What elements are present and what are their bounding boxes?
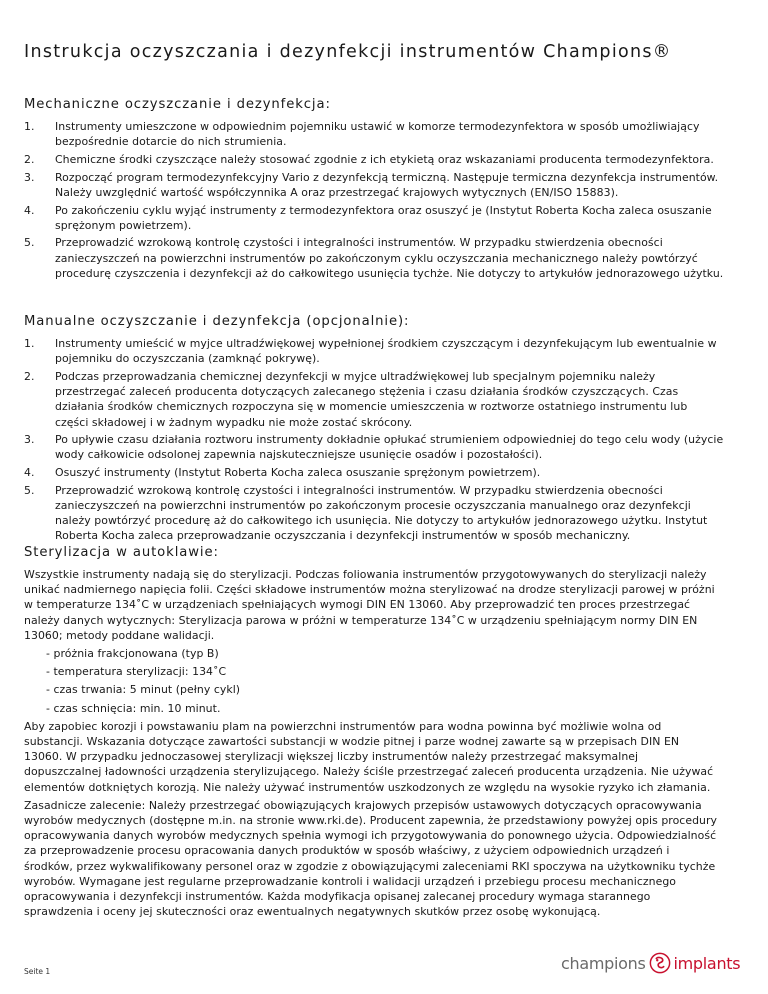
list-item: 5. Przeprowadzić wzrokową kontrolę czystości i integralności instrumentów. W przypadku stwierdzenia obecności zanieczyszczeń na powierzchni instrumentów po zakończonym procesie oczyszczania manualnego oraz dezynfekcji należy powtórzyć procedurę aż do całkowitego ich usunięcia. Nie dotyczy to artykułów jednorazowego użytku. Instytut Roberta Kocha zaleca przeprowadzanie oczyszczania i dezynfekcji instrumentów w sposób mechaniczny.	[24, 483, 708, 543]
recommendation-paragraph: Zasadnicze zalecenie: Należy przestrzegać obowiązujących krajowych przepisów ustawowych dotyczących opracowywania wyrobów medycznych (dostępne m.in. na stronie www.rki.de). Producent zapewnia, że przedstawiony powyżej opis procedury opracowywania danych wyrobów medycznych spełnia wymogi ich przygotowywania do ponownego użycia. Odpowiedzialność za przeprowadzenie procesu opracowania danych produktów w sposób właściwy, z użyciem odpowiednich urządzeń i środków, przez wykwalifikowany personel oraz w zgodzie z obowiązującymi zaleceniami RKI spoczywa na użytkowniku tychże wyrobów. Wymagane jest regularne przeprowadzanie kontroli i walidacji urządzeń i przebiegu procesu mechanicznego opracowywania i dezynfekcji instrumentów. Każda modyfikacja opisanej zalecanej procedury wymaga starannego sprawdzenia i oceny jej skuteczności oraz ewentualnych negatywnych skutków przez osobę wykonującą.	[24, 798, 718, 919]
sterilization-intro: Wszystkie instrumenty nadają się do sterylizacji. Podczas foliowania instrumentów przygotowywanych do sterylizacji należy unikać nadmiernego napięcia folii. Części składowe instrumentów można sterylizować na drodze sterylizacji parowej w próżni w temperaturze 134˚C w urządzeniach spełniających wymogi DIN EN 13060. Aby przeprowadzić ten proces przestrzegać należy danych wytycznych: Sterylizacja parowa w próżni w temperaturze 134˚C w urządzeniu spełniającym normy DIN EN 13060; metody poddane walidacji.	[24, 568, 715, 642]
list-item: 2. Podczas przeprowadzania chemicznej dezynfekcji w myjce ultradźwiękowej lub specjalnym pojemniku należy przestrzegać zaleceń producenta dotyczących zalecanego stężenia i czasu działania środków czyszczących. Czas działania środków chemicznych rozpoczyna się w momencie umieszczenia w roztworze ostatniego instrumentu lub części składowej i w żadnym wypadku nie może zostać skrócony.	[24, 369, 688, 429]
list-item: 5. Przeprowadzić wzrokową kontrolę czystości i integralności instrumentów. W przypadku stwierdzenia obecności zanieczyszczeń na powierzchni instrumentów po zakończonym cyklu oczyszczania mechanicznego należy powtórzyć procedurę czyszczenia i dezynfekcji aż do całkowitego usunięcia tychże. Nie dotyczy to artykułów jednorazowego użytku.	[24, 236, 724, 280]
sterilization-param: - temperatura sterylizacji: 134˚C	[46, 665, 227, 679]
page-number: Seite 1	[24, 967, 51, 976]
list-item: 4. Po zakończeniu cyklu wyjąć instrumenty z termodezynfektora oraz osuszyć je (Instytut Roberta Kocha zaleca osuszanie sprężonym powietrzem).	[24, 203, 712, 232]
list-item: 3. Rozpocząć program termodezynfekcyjny Vario z dezynfekcją termiczną. Następuje termiczna dezynfekcja instrumentów. Należy uwzględnić wartość współczynnika A oraz przestrzegać krajowych wytycznych (EN/ISO 15883).	[24, 170, 719, 199]
logo-word-champions: champions	[561, 953, 646, 973]
manual-steps-list	[24, 336, 724, 546]
list-item: 3. Po upływie czasu działania roztworu instrumenty dokładnie opłukać strumieniem odpowiedniej do tego celu wody (użycie wody całkowicie odsolonej zapewnia najskuteczniejsze usunięcie osadów i pozostałości).	[24, 433, 724, 462]
champions-mark-icon	[649, 952, 671, 974]
sterilization-param: - czas trwania: 5 minut (pełny cykl)	[46, 683, 241, 697]
sterilization-paragraph: Aby zapobiec korozji i powstawaniu plam na powierzchni instrumentów para wodna powinna być możliwie wolna od substancji. Wskazania dotyczące zawartości substancji w wodzie pitnej i parze wodnej zawarte są w przepisach DIN EN 13060. W przypadku jednoczasowej sterylizacji większej liczby instrumentów należy przestrzegać maksymalnej dopuszczalnej ładowności urządzenia sterylizującego. Należy ściśle przestrzegać zaleceń producenta urządzenia. Nie używać elementów dotkniętych korozją. Nie należy używać instrumentów uszkodzonych ze względu na wysokie ryzyko ich złamania.	[24, 719, 714, 794]
logo-word-implants: implants	[673, 953, 741, 973]
champions-implants-logo	[561, 950, 740, 976]
list-item: 1. Instrumenty umieścić w myjce ultradźwiękowej wypełnionej środkiem czyszczącym i dezynfekującym lub ewentualnie w pojemniku do oczyszczania (zamknąć pokrywę).	[24, 337, 717, 366]
list-item: 4. Osuszyć instrumenty (Instytut Roberta Kocha zaleca osuszanie sprężonym powietrzem).	[24, 466, 541, 480]
sterilization-param: - próżnia frakcjonowana (typ B)	[46, 647, 219, 661]
sterilization-param: - czas schnięcia: min. 10 minut.	[46, 701, 221, 715]
list-item: 2. Chemiczne środki czyszczące należy stosować zgodnie z ich etykietą oraz wskazaniami producenta termodezynfektora.	[24, 152, 714, 166]
document-title: Instrukcja oczyszczania i dezynfekcji instrumentów Champions®	[24, 42, 672, 62]
sterilization-body	[24, 567, 718, 922]
mechanical-steps-list	[24, 119, 724, 284]
sterilization-heading: Sterylizacja w autoklawie:	[24, 545, 219, 560]
list-item: 1. Instrumenty umieszczone w odpowiednim pojemniku ustawić w komorze termodezynfektora w sposób umożliwiający bezpośrednie dotarcie do nich strumienia.	[24, 120, 700, 149]
mechanical-heading: Mechaniczne oczyszczanie i dezynfekcja:	[24, 97, 331, 112]
manual-heading: Manualne oczyszczanie i dezynfekcja (opcjonalnie):	[24, 314, 410, 329]
